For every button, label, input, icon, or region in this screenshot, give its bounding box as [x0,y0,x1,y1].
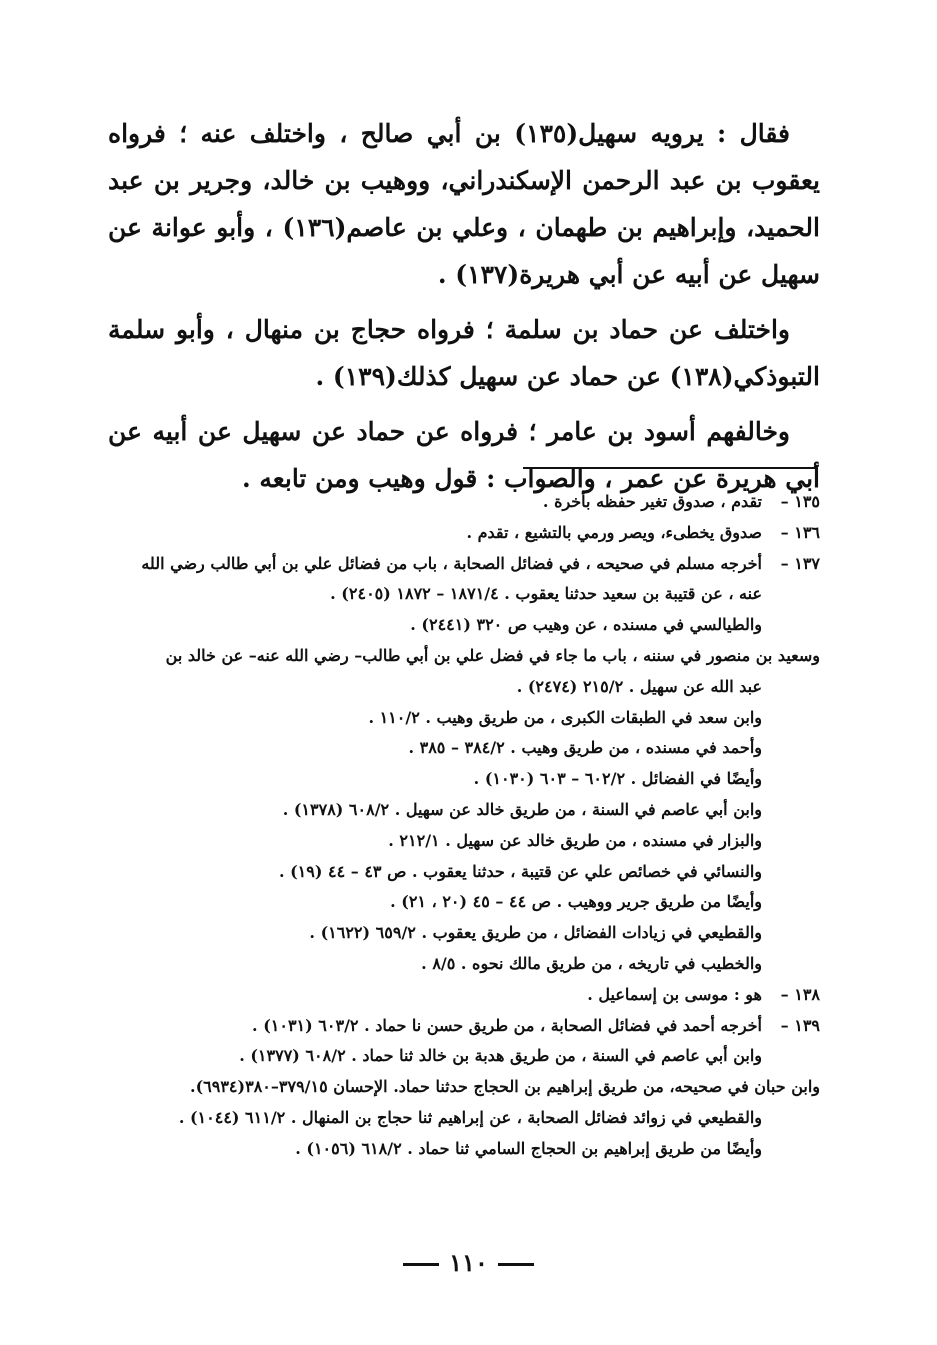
footnote-number: ١٣٩ – [780,1015,820,1035]
footnote-line: والطيالسي في مسنده ، عن وهيب ص ٣٢٠ (٢٤٤١) . [410,615,762,635]
footnote-135 [108,487,820,518]
footnote-137-full-line [108,641,820,672]
footnote-line: وأيضًا من طريق إبراهيم بن الحجاج السامي ثنا حماد . ٦١٨/٢ (١٠٥٦) . [295,1138,762,1158]
paragraph-3: وخالفهم أسود بن عامر ؛ فرواه عن حماد عن سهيل عن أبيه عن أبي هريرة عن عمر ، والصواب : قول وهيب ومن تابعه . [108,417,820,493]
footnote-separator [523,467,818,469]
footnote-line: وسعيد بن منصور في سننه ، باب ما جاء في فضل علي بن أبي طالب– رضي الله عنه– عن خالد بن [165,645,820,665]
footnote-line: أخرجه مسلم في صحيحه ، في فضائل الصحابة ، باب من فضائل علي بن أبي طالب رضي الله [141,553,762,573]
footer-dash [498,1263,534,1266]
footnote-139-full-line [108,1072,820,1103]
paragraph-1: فقال : يرويه سهيل(١٣٥) بن أبي صالح ، واختلف عنه ؛ فرواه يعقوب بن عبد الرحمن الإسكندراني، ووهيب بن خالد، وجرير بن عبد الحميد، وإبراهيم بن طهمان ، وعلي بن عاصم(١٣٦) ، وأبو عوانة عن سهيل عن أبيه عن أبي هريرة(١٣٧) . [108,119,820,289]
footnote-139-continued [108,1103,820,1165]
footnote-number: ١٣٥ – [780,492,820,511]
footnote-136 [108,518,820,549]
footnotes [108,487,820,1165]
footnote-line: وابن حبان في صحيحه، من طريق إبراهيم بن الحجاج حدثنا حماد. الإحسان ٣٧٩/١٥–٣٨٠(٦٩٣٤). [190,1077,820,1097]
footnote-line: وأحمد في مسنده ، من طريق وهيب . ٣٨٤/٢ – ٣٨٥ . [408,738,762,758]
footnote-137 [108,549,820,641]
paragraph-2: واختلف عن حماد بن سلمة ؛ فرواه حجاج بن منهال ، وأبو سلمة التبوذكي(١٣٨) عن حماد عن سهيل كذلك(١٣٩) . [108,315,820,391]
footnote-line: والخطيب في تاريخه ، من طريق مالك نحوه . ٨/٥ . [421,953,762,973]
footnote-line: وابن أبي عاصم في السنة ، من طريق خالد عن سهيل . ٦٠٨/٢ (١٣٧٨) . [282,799,762,819]
footnote-number: ١٣٨ – [780,984,820,1004]
footnote-line: وأيضًا في الفضائل . ٦٠٢/٢ – ٦٠٣ (١٠٣٠) . [473,769,762,789]
footnote-139 [108,1011,820,1073]
footnote-number: ١٣٦ – [780,522,820,542]
footnote-line: تقدم ، صدوق تغير حفظه بأخرة . [542,492,762,511]
footnote-line: أخرجه أحمد في فضائل الصحابة ، من طريق حسن نا حماد . ٦٠٣/٢ (١٠٣١) . [252,1015,762,1035]
footnote-line: والبزار في مسنده ، من طريق خالد عن سهيل . ٢١٢/١ . [388,830,762,850]
footnote-138 [108,980,820,1011]
page-footer [0,1248,937,1277]
footnote-line: عبد الله عن سهيل . ٢١٥/٢ (٢٤٧٤) . [516,676,762,696]
footer-dash [403,1263,439,1266]
footnote-line: وأيضًا من طريق جرير ووهيب . ص ٤٤ – ٤٥ (٢٠ ، ٢١) . [390,892,762,912]
main-text [108,110,820,510]
footnote-number [762,672,820,980]
footnote-number: ١٣٧ – [780,553,820,573]
footnote-line: والقطيعي في زيادات الفضائل ، من طريق يعقوب . ٦٥٩/٢ (١٦٢٢) . [309,923,762,943]
footnote-line: عنه ، عن قتيبة بن سعيد حدثنا يعقوب . ١٨٧١/٤ – ١٨٧٢ (٢٤٠٥) . [330,584,762,604]
footnote-line: صدوق يخطىء، ويصر ورمي بالتشيع ، تقدم . [466,522,762,542]
footnote-line: والنسائي في خصائص علي عن قتيبة ، حدثنا يعقوب . ص ٤٣ – ٤٤ (١٩) . [278,861,762,881]
page-number: ١١٠ [449,1248,488,1277]
footnote-number [762,1103,820,1165]
footnote-line: والقطيعي في زوائد فضائل الصحابة ، عن إبراهيم ثنا حجاج بن المنهال . ٦١١/٢ (١٠٤٤) . [178,1107,762,1127]
footnote-line: هو : موسى بن إسماعيل . [587,984,762,1004]
footnote-137-continued [108,672,820,980]
footnote-line: وابن أبي عاصم في السنة ، من طريق هدبة بن خالد ثنا حماد . ٦٠٨/٢ (١٣٧٧) . [239,1046,762,1066]
footnote-line: وابن سعد في الطبقات الكبرى ، من طريق وهيب . ١١٠/٢ . [368,707,762,727]
